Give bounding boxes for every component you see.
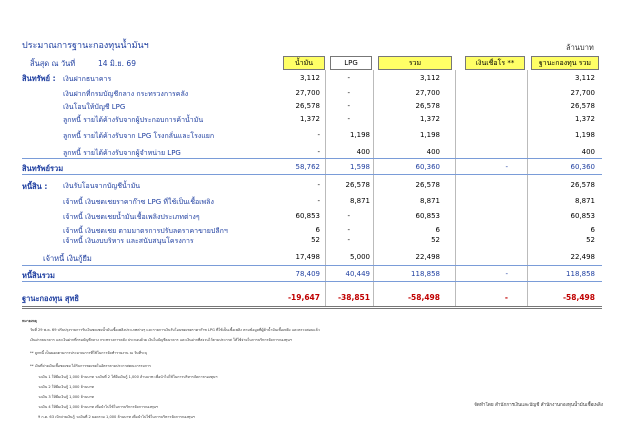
liabilities-total-subsidy: -	[505, 270, 508, 278]
liability-row-label: เจ้าหนี้ เงินชดเชยน้ำมันเชื้อเพลิงประเภทต่างๆ	[63, 213, 200, 221]
asset-oil-value: -	[317, 148, 320, 156]
asset-row-label: ลูกหนี้ รายได้ค้างรับจาก LPG โรงกลั่นและโรงแยก	[63, 132, 215, 140]
asset-oil-value: -	[317, 131, 320, 139]
assets-total-lpg: 1,598	[349, 163, 370, 171]
unit-label: ล้านบาท	[566, 43, 594, 52]
note-line: ** ลูกหนี้ เป็นยอดตามการประมาณการที่ใช้ในการจัดทำรายงาน ณ วันที่ระบุ	[30, 351, 148, 355]
asset-oil-value: 3,112	[299, 74, 320, 82]
asset-total-value: 3,112	[419, 74, 440, 82]
liability-oil-value: 6	[315, 226, 320, 234]
assets-total-subsidy: -	[505, 163, 508, 171]
liability-total-value: 8,871	[419, 197, 440, 205]
liability-fund-value: 52	[586, 236, 595, 244]
note-line: วงเงิน 2 ให้ยืมเงินกู้ 1,000 ล้านบาท	[38, 385, 94, 389]
asset-row-label: ลูกหนี้ รายได้ค้างรับจากผู้ประกอบการค้าน้ำมัน	[63, 116, 204, 124]
liability-row-label: เจ้าหนี้ เงินชดเชย ตามมาตรการปรับลดราคาขายปลีกฯ	[63, 227, 228, 235]
col-header-lpg: LPG	[330, 56, 372, 70]
asset-oil-value: 27,700	[295, 89, 320, 97]
loan-lpg-value: 5,000	[349, 253, 370, 261]
loan-label: เจ้าหนี้ เงินกู้ยืม	[43, 254, 92, 263]
liability-oil-value: 52	[311, 236, 320, 244]
asset-fund-value: 400	[581, 148, 595, 156]
note-line: เงินฝากธนาคาร และเงินฝากที่กรมบัญชีกลาง กระทรวงการคลัง ประกอบด้วย เงินในบัญชีธนาคาร และเงินฝากที่สงวนไว้ตามประกาศ ให้ใช้จ่ายในการบริหารจัดการกองทุนฯ	[30, 338, 292, 342]
col-divider	[455, 70, 456, 306]
divider-line	[22, 308, 602, 309]
liabilities-total-label: หนี้สินรวม	[22, 271, 55, 280]
note-line: 9 ก.ค. 63 เบิกจ่ายเงินกู้ วงเงินที่ 2 ยอดรวม 1,000 ล้านบาท เพื่อนำไปใช้ในการบริหารจัดการกองทุนฯ	[38, 415, 195, 419]
net-lpg-value: -38,851	[337, 293, 370, 302]
asset-total-value: 27,700	[415, 89, 440, 97]
asset-total-value: 400	[426, 148, 440, 156]
liability-lpg-value: -	[347, 212, 350, 220]
col-divider	[527, 70, 528, 306]
liability-oil-value: -	[317, 181, 320, 189]
liability-total-value: 6	[435, 226, 440, 234]
asset-lpg-value: 400	[356, 148, 370, 156]
liability-oil-value: -	[317, 197, 320, 205]
note-line: ** เงินที่จ่ายเงินเชื้อชดเชย ได้รับการชดเชยในอัตราตามประกาศคณะกรรมการ	[30, 364, 151, 368]
asset-fund-value: 1,372	[574, 115, 595, 123]
prepared-by: จัดทำโดย สำนักการเงินและบัญชี สำนักงานกองทุนน้ำมันเชื้อเพลิง	[474, 403, 603, 408]
liability-row-label: เงินรับโอนจากบัญชีน้ำมัน	[63, 182, 141, 190]
net-subsidy-value: -	[504, 293, 508, 302]
divider-line	[22, 306, 602, 307]
net-position-label: ฐานะกองทุน สุทธิ	[22, 294, 79, 303]
liability-fund-value: 6	[590, 226, 595, 234]
liability-oil-value: 60,853	[295, 212, 320, 220]
liability-total-value: 52	[431, 236, 440, 244]
loan-oil-value: 17,498	[295, 253, 320, 261]
col-divider	[373, 70, 374, 306]
liability-row-label: เจ้าหนี้ เงินชดเชยราคาก๊าซ LPG ที่ใช้เป็นเชื้อเพลิง	[63, 198, 214, 206]
liability-lpg-value: 8,871	[349, 197, 370, 205]
notes-heading: หมายเหตุ	[22, 319, 37, 323]
divider-line	[22, 174, 602, 175]
liability-fund-value: 26,578	[570, 181, 595, 189]
assets-total-total: 60,360	[415, 163, 440, 171]
liability-row-label: เจ้าหนี้ เงินงบบริหาร และสนับสนุนโครงการ	[63, 237, 194, 245]
asset-total-value: 1,372	[419, 115, 440, 123]
net-oil-value: -19,647	[287, 293, 320, 302]
page-title: ประมาณการฐานะกองทุนน้ำมันฯ	[22, 41, 149, 51]
asset-oil-value: 26,578	[295, 102, 320, 110]
asset-fund-value: 3,112	[574, 74, 595, 82]
liabilities-total-oil: 78,409	[295, 270, 320, 278]
col-header-oil: น้ำมัน	[283, 56, 325, 70]
assets-section-label: สินทรัพย์ :	[22, 74, 56, 83]
col-header-total: รวม	[378, 56, 452, 70]
loan-total-value: 22,498	[415, 253, 440, 261]
asset-oil-value: 1,372	[299, 115, 320, 123]
divider-line	[22, 158, 602, 159]
assets-total-oil: 58,762	[295, 163, 320, 171]
asset-fund-value: 1,198	[574, 131, 595, 139]
net-fund-value: -58,498	[562, 293, 595, 302]
liabilities-total-fund: 118,858	[566, 270, 595, 278]
divider-line	[22, 265, 602, 266]
liability-lpg-value: -	[347, 236, 350, 244]
asset-row-label: เงินฝากที่กรมบัญชีกลาง กระทรวงการคลัง	[63, 90, 189, 98]
net-total-value: -58,498	[407, 293, 440, 302]
liabilities-total-lpg: 40,449	[345, 270, 370, 278]
asset-lpg-value: 1,198	[349, 131, 370, 139]
asset-row-label: เงินโอนให้บัญชี LPG	[63, 103, 126, 111]
assets-total-fund: 60,360	[570, 163, 595, 171]
asset-row-label: เงินฝากธนาคาร	[63, 75, 112, 83]
asset-lpg-value: -	[347, 102, 350, 110]
liability-total-value: 60,853	[415, 212, 440, 220]
asset-total-value: 26,578	[415, 102, 440, 110]
asset-lpg-value: -	[347, 89, 350, 97]
divider-line	[22, 281, 602, 282]
liability-fund-value: 60,853	[570, 212, 595, 220]
as-of-label: สิ้นสุด ณ วันที่	[30, 59, 76, 68]
note-line: วงเงิน 3 ให้ยืมเงินกู้ 1,000 ล้านบาท	[38, 395, 94, 399]
asset-row-label: ลูกหนี้ รายได้ค้างรับจากผู้จำหน่าย LPG	[63, 149, 181, 157]
col-header-subsidy: เงินเชื่อโร **	[465, 56, 525, 70]
liabilities-section-label: หนี้สิน :	[22, 182, 48, 191]
assets-total-label: สินทรัพย์รวม	[22, 164, 64, 173]
liability-lpg-value: 26,578	[345, 181, 370, 189]
as-of-date: 14 มิ.ย. 69	[98, 59, 136, 68]
asset-lpg-value: -	[347, 74, 350, 82]
liabilities-total-total: 118,858	[411, 270, 440, 278]
note-line: วันที่ 29 พ.ค. 69 ปรับปรุงรายการรับเงินชดเชยน้ำมันเชื้อเพลิงประเภทต่างๆ และรายการเงินรับโอนชดเชยราคาก๊าซ LPG ที่ใช้เป็นเชื้อเพลิง ตามข้อมูลที่ผู้ค้าน้ำมันเชื้อเพลิง และตรวจสอบแล้ว	[30, 328, 320, 332]
asset-total-value: 1,198	[419, 131, 440, 139]
liability-lpg-value: -	[347, 226, 350, 234]
loan-fund-value: 22,498	[570, 253, 595, 261]
asset-fund-value: 26,578	[570, 102, 595, 110]
note-line: วงเงิน 4 ให้ยืมเงินกู้ 1,000 ล้านบาท เพื่อนำไปใช้ในการบริหารจัดการกองทุนฯ	[38, 405, 158, 409]
asset-fund-value: 27,700	[570, 89, 595, 97]
liability-total-value: 26,578	[415, 181, 440, 189]
col-divider	[325, 70, 326, 306]
liability-fund-value: 8,871	[574, 197, 595, 205]
note-line: วงเงิน 1 ให้ยืมเงินกู้ 1,000 ล้านบาท วงเงินที่ 2 ให้ยืมเงินกู้ 1,000 ล้านบาท เพื่อนำไปใช้ในการบริหารจัดการกองทุนฯ	[38, 375, 218, 379]
col-header-fund-total: ฐานะกองทุน รวม	[531, 56, 599, 70]
asset-lpg-value: -	[347, 115, 350, 123]
